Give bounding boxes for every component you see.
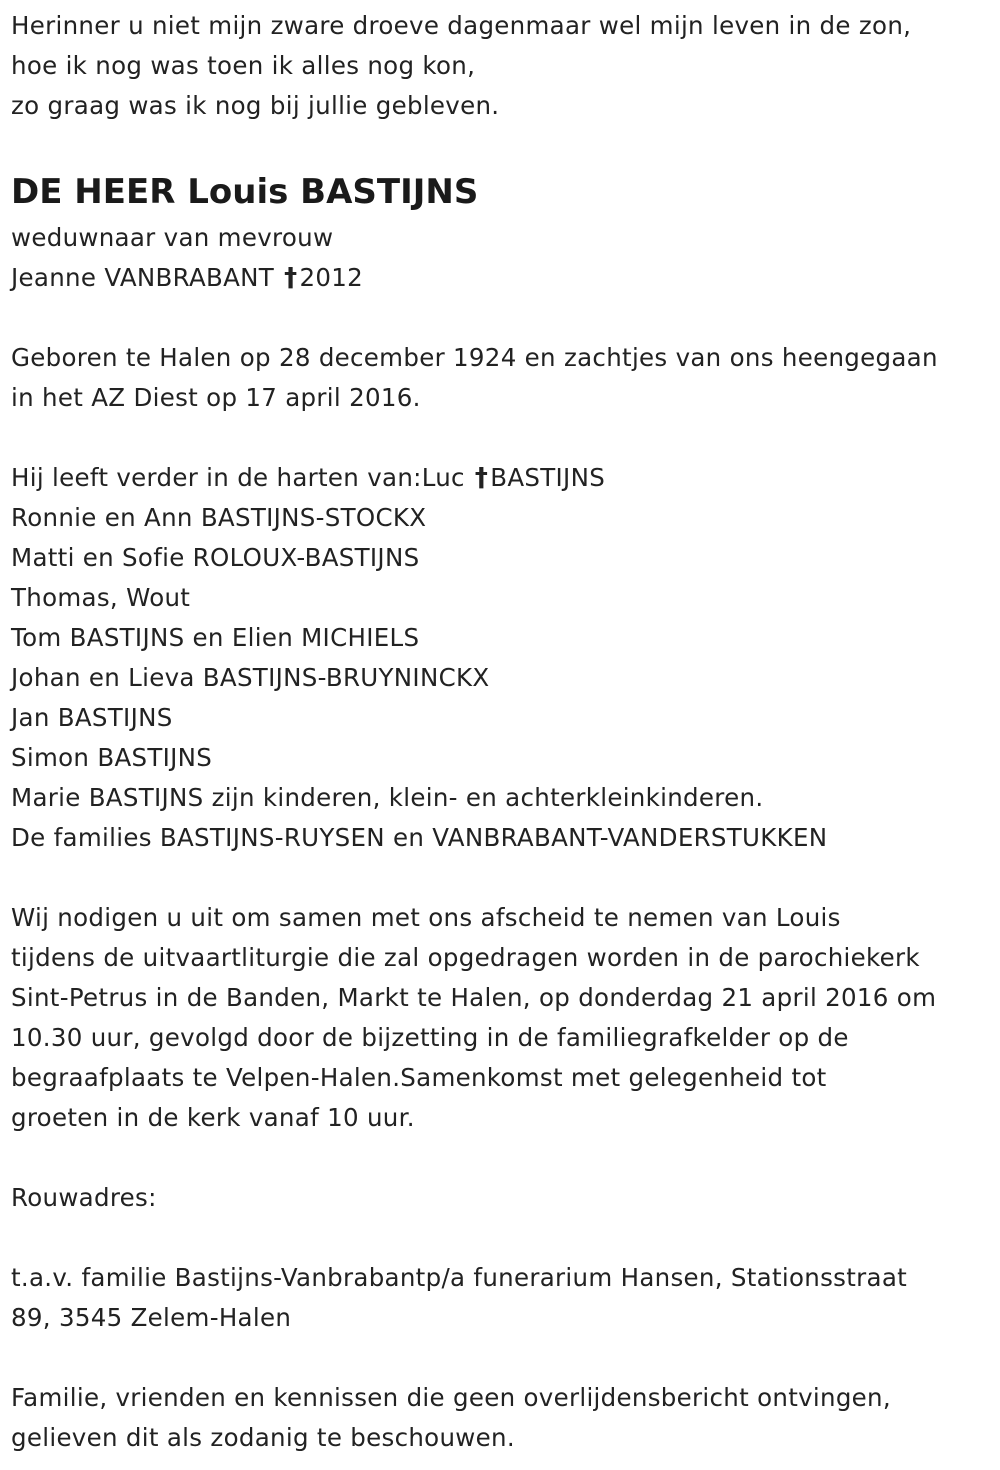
list-item: Thomas, Wout	[11, 583, 191, 612]
address-line: t.a.v. familie Bastijns-Vanbrabantp/a funerarium Hansen, Stationsstraat	[11, 1263, 908, 1292]
survivors-list	[11, 458, 993, 858]
closing-paragraph	[11, 1378, 993, 1458]
birth-death-paragraph	[11, 338, 993, 418]
survivors-intro	[11, 458, 993, 498]
paragraph-line: Sint-Petrus in de Banden, Markt te Halen, op donderdag 21 april 2016 om	[11, 983, 937, 1012]
list-item: Matti en Sofie ROLOUX-BASTIJNS	[11, 543, 420, 572]
poem-line: zo graag was ik nog bij jullie gebleven.	[11, 91, 500, 120]
address-paragraph	[11, 1258, 993, 1338]
list-item: Tom BASTIJNS en Elien MICHIELS	[11, 623, 420, 652]
paragraph-line: Wij nodigen u uit om samen met ons afscheid te nemen van Louis	[11, 903, 841, 932]
list-item: Simon BASTIJNS	[11, 743, 213, 772]
survivors-intro-text: Hij leeft verder in de harten van:Luc	[11, 463, 465, 492]
cross-icon: †	[474, 463, 489, 493]
survivors-intro-name: BASTIJNS	[490, 463, 606, 492]
cross-icon: †	[284, 263, 298, 293]
address-line: 89, 3545 Zelem-Halen	[11, 1303, 292, 1332]
list-item: De families BASTIJNS-RUYSEN en VANBRABANT-VANDERSTUKKEN	[11, 823, 828, 852]
spouse-name: Jeanne VANBRABANT	[11, 263, 275, 292]
paragraph-line: Familie, vrienden en kennissen die geen overlijdensbericht ontvingen,	[11, 1383, 891, 1412]
funeral-paragraph	[11, 898, 993, 1138]
relation-text: weduwnaar van mevrouw	[11, 223, 334, 252]
poem-line: Herinner u niet mijn zware droeve dagenmaar wel mijn leven in de zon,	[11, 11, 912, 40]
paragraph-line: Geboren te Halen op 28 december 1924 en zachtjes van ons heengegaan	[11, 343, 938, 372]
paragraph-line: begraafplaats te Velpen-Halen.Samenkomst met gelegenheid tot	[11, 1063, 827, 1092]
list-item: Ronnie en Ann BASTIJNS-STOCKX	[11, 503, 427, 532]
list-item: Johan en Lieva BASTIJNS-BRUYNINCKX	[11, 663, 490, 692]
spouse-death-year: 2012	[299, 263, 364, 292]
list-item: Jan BASTIJNS	[11, 703, 173, 732]
spouse-line	[11, 258, 993, 298]
paragraph-line: groeten in de kerk vanaf 10 uur.	[11, 1103, 415, 1132]
paragraph-line: 10.30 uur, gevolgd door de bijzetting in de familiegrafkelder op de	[11, 1023, 849, 1052]
spouse-info	[11, 218, 993, 298]
obituary-notice	[11, 0, 993, 1458]
paragraph-line: tijdens de uitvaartliturgie die zal opgedragen worden in de parochiekerk	[11, 943, 920, 972]
paragraph-line: in het AZ Diest op 17 april 2016.	[11, 383, 421, 412]
poem-line: hoe ik nog was toen ik alles nog kon,	[11, 51, 476, 80]
memorial-poem	[11, 6, 993, 126]
address-label: Rouwadres:	[11, 1183, 157, 1212]
deceased-title: DE HEER Louis BASTIJNS	[11, 172, 479, 212]
list-item: Marie BASTIJNS zijn kinderen, klein- en achterkleinkinderen.	[11, 783, 764, 812]
paragraph-line: gelieven dit als zodanig te beschouwen.	[11, 1423, 515, 1452]
